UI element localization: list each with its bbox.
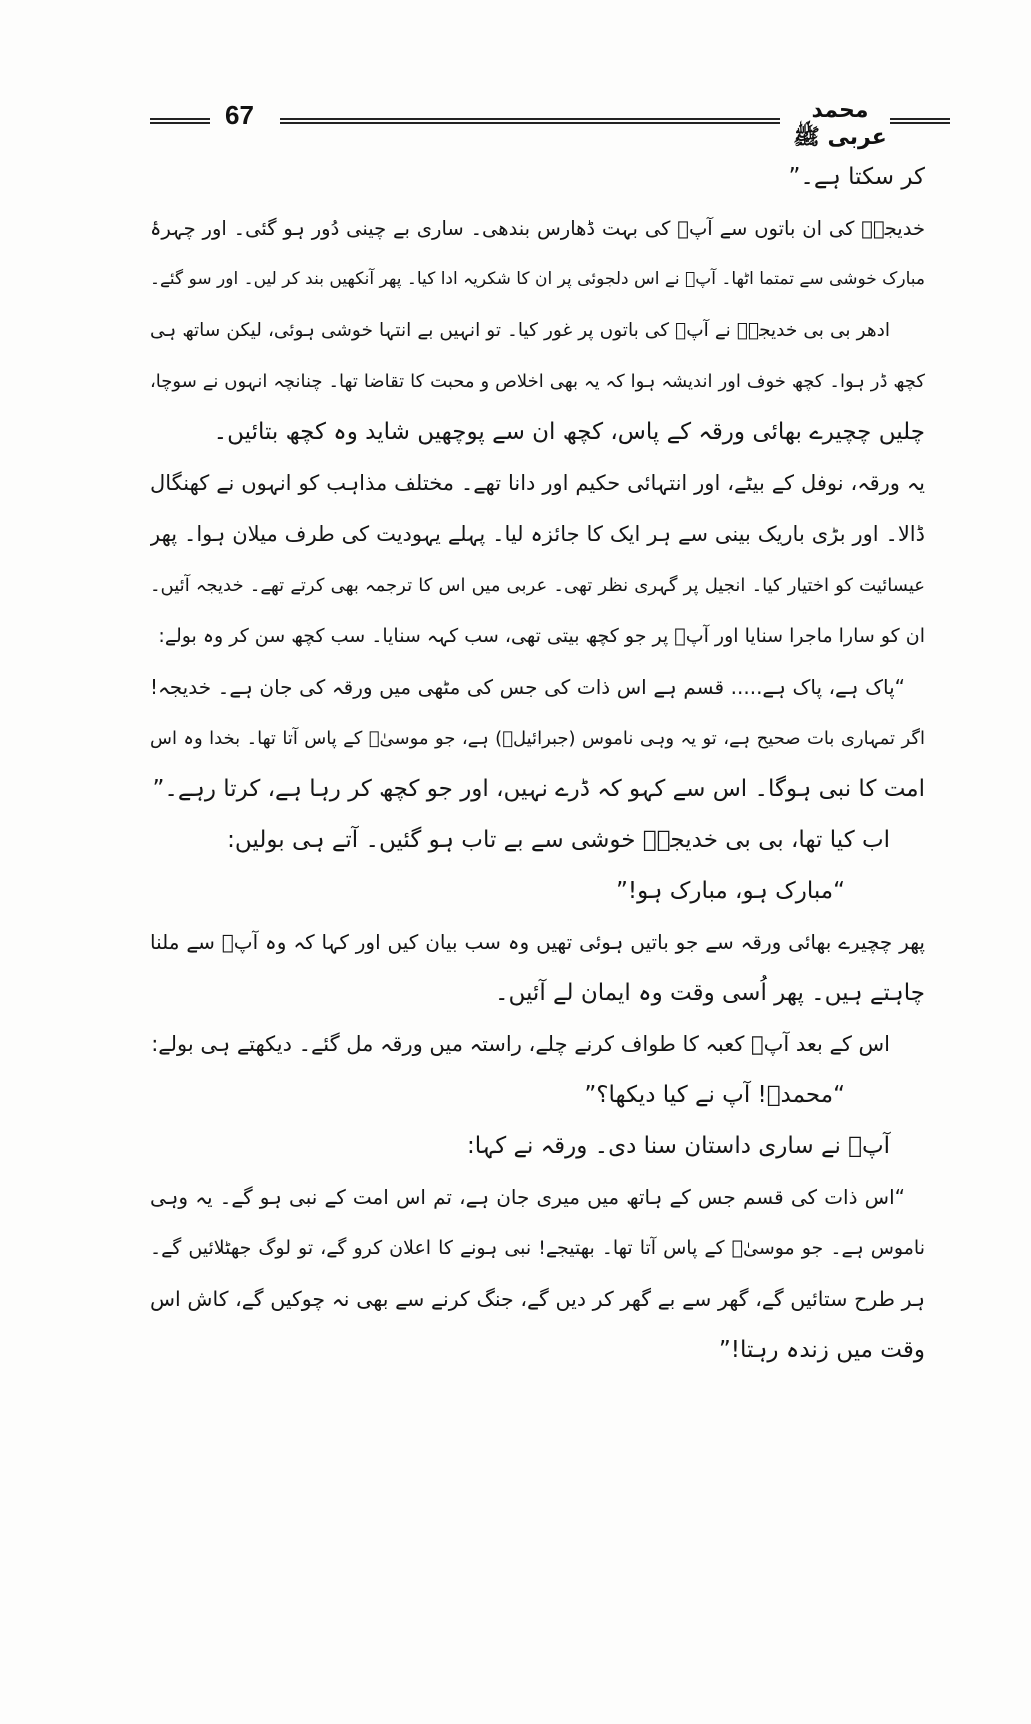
text-line: چلیں چچیرے بھائی ورقہ کے پاس، کچھ ان سے پوچھیں شاید وہ کچھ بتائیں۔ — [213, 419, 925, 445]
text-line: امت کا نبی ہوگا۔ اس سے کہو کہ ڈرے نہیں، اور جو کچھ کر رہا ہے، کرتا رہے۔” — [152, 776, 925, 802]
text-line: ناموس ہے۔ جو موسیٰؑ کے پاس آتا تھا۔ بھتیجے! نبی ہونے کا اعلان کرو گے، تو لوگ جھٹلائیں گے۔ — [150, 1237, 925, 1259]
page-number: 67 — [225, 100, 254, 130]
text-line: آپؐ نے ساری داستان سنا دی۔ ورقہ نے کہا: — [466, 1133, 890, 1159]
body-text — [150, 152, 925, 1376]
running-header — [150, 98, 930, 150]
text-line: یہ ورقہ، نوفل کے بیٹے، اور انتہائی حکیم اور دانا تھے۔ مختلف مذاہب کو انہوں نے کھنگال — [150, 471, 925, 495]
text-line: ان کو سارا ماجرا سنایا اور آپؐ پر جو کچھ بیتی تھی، سب کہہ سنایا۔ سب کچھ سن کر وہ بولے: — [158, 625, 925, 647]
header-rule-left — [150, 118, 210, 124]
text-line: ادھر بی بی خدیجہؓ نے آپؐ کی باتوں پر غور کیا۔ تو انہیں بے انتہا خوشی ہوئی، لیکن ساتھ ہی — [150, 320, 890, 341]
text-line: وقت میں زندہ رہتا!” — [718, 1337, 925, 1363]
header-rule-right — [890, 118, 950, 124]
text-line: عیسائیت کو اختیار کیا۔ انجیل پر گہری نظر تھی۔ عربی میں اس کا ترجمہ بھی کرتے تھے۔ خدیجہ آئیں۔ — [150, 575, 925, 596]
text-line: ڈالا۔ اور بڑی باریک بینی سے ہر ایک کا جائزہ لیا۔ پہلے یہودیت کی طرف میلان ہوا۔ پھر — [150, 522, 925, 546]
text-line: “مبارک ہو، مبارک ہو!” — [615, 878, 845, 904]
text-line: مبارک خوشی سے تمتما اٹھا۔ آپؐ نے اس دلجوئی پر ان کا شکریہ ادا کیا۔ پھر آنکھیں بند کر لیں۔ اور سو گئے۔ — [150, 269, 925, 289]
text-line: چاہتے ہیں۔ پھر اُسی وقت وہ ایمان لے آئیں۔ — [495, 980, 925, 1006]
running-title: محمد عربی ﷺ — [793, 98, 887, 150]
text-line: اگر تمہاری بات صحیح ہے، تو یہ وہی ناموس (جبرائیلؑ) ہے، جو موسیٰؑ کے پاس آتا تھا۔ بخدا وہ اس — [150, 728, 925, 749]
text-line: “اس ذات کی قسم جس کے ہاتھ میں میری جان ہے، تم اس امت کے نبی ہو گے۔ یہ وہی — [150, 1185, 905, 1209]
text-line: کچھ ڈر ہوا۔ کچھ خوف اور اندیشہ ہوا کہ یہ بھی اخلاص و محبت کا تقاضا تھا۔ چنانچہ انہوں نے سوچا، — [150, 371, 925, 392]
text-line: ہر طرح ستائیں گے، گھر سے بے گھر کر دیں گے، جنگ کرنے سے بھی نہ چوکیں گے، کاش اس — [150, 1287, 925, 1311]
text-line: پھر چچیرے بھائی ورقہ سے جو باتیں ہوئی تھیں وہ سب بیان کیں اور کہا کہ وہ آپؐ سے ملنا — [150, 930, 925, 954]
text-line: اس کے بعد آپؐ کعبہ کا طواف کرنے چلے، راستہ میں ورقہ مل گئے۔ دیکھتے ہی بولے: — [151, 1032, 890, 1056]
text-line: “محمدؐ! آپ نے کیا دیکھا؟” — [584, 1082, 845, 1108]
text-line: کر سکتا ہے۔” — [788, 164, 925, 190]
text-line: خدیجہؓ کی ان باتوں سے آپؐ کی بہت ڈھارس بندھی۔ ساری بے چینی دُور ہو گئی۔ اور چہرۂ — [150, 217, 925, 240]
text-line: اب کیا تھا، بی بی خدیجہؓ خوشی سے بے تاب ہو گئیں۔ آتے ہی بولیں: — [227, 827, 890, 853]
text-line: “پاک ہے، پاک ہے..... قسم ہے اس ذات کی جس کی مٹھی میں ورقہ کی جان ہے۔ خدیجہ! — [150, 675, 905, 699]
header-rule-middle — [280, 118, 780, 124]
